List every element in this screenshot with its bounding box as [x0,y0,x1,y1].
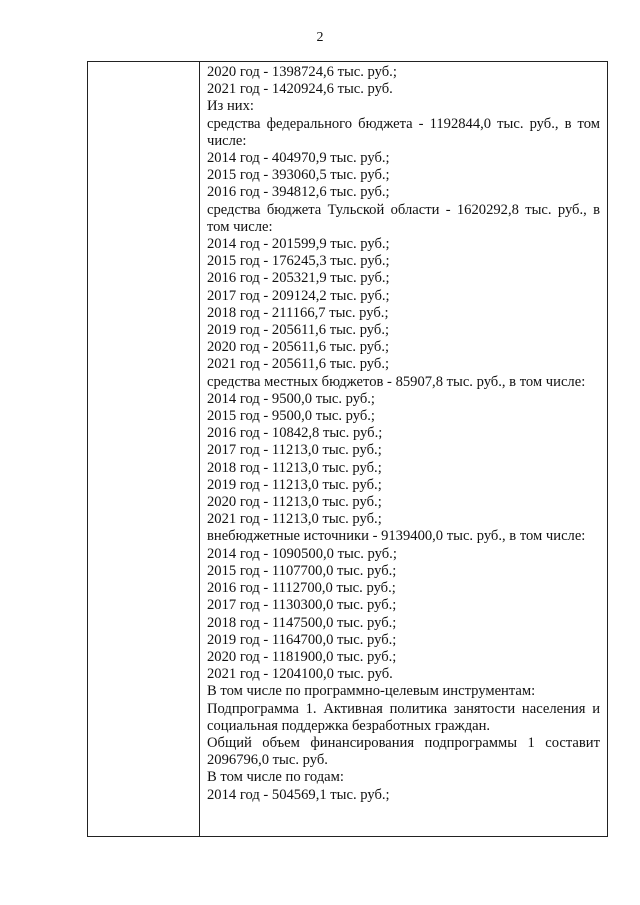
regional-year-line: 2018 год - 211166,7 тыс. руб.; [207,304,389,321]
program-year-line: 2014 год - 504569,1 тыс. руб.; [207,786,390,803]
program-intro: В том числе по программно-целевым инструментам: [207,683,536,700]
regional-year-line: 2014 год - 201599,9 тыс. руб.; [207,236,390,253]
extrabudget-year-line: 2018 год - 1147500,0 тыс. руб.; [207,614,397,631]
text-line: Из них: [207,98,254,115]
regional-year-line: 2021 год - 205611,6 тыс. руб.; [207,356,390,373]
local-year-line: 2017 год - 11213,0 тыс. руб.; [207,442,382,459]
regional-year-line: 2020 год - 205611,6 тыс. руб.; [207,339,390,356]
by-years-label: В том числе по годам: [207,769,344,786]
local-year-line: 2020 год - 11213,0 тыс. руб.; [207,494,382,511]
local-year-line: 2016 год - 10842,8 тыс. руб.; [207,425,383,442]
subprogram-total: Общий объем финансирования подпрограммы 1 составит 2096796,0 тыс. руб. [207,734,600,769]
regional-year-line: 2017 год - 209124,2 тыс. руб.; [207,287,390,304]
local-heading: средства местных бюджетов - 85907,8 тыс. руб., в том числе: [207,373,586,390]
federal-year-line: 2016 год - 394812,6 тыс. руб.; [207,184,390,201]
document-table [87,61,608,837]
table-left-cell [88,62,200,836]
federal-year-line: 2014 год - 404970,9 тыс. руб.; [207,150,390,167]
regional-year-line: 2019 год - 205611,6 тыс. руб.; [207,322,390,339]
table-right-cell [200,62,607,836]
local-year-line: 2019 год - 11213,0 тыс. руб.; [207,476,382,493]
regional-year-line: 2015 год - 176245,3 тыс. руб.; [207,253,390,270]
extrabudget-year-line: 2021 год - 1204100,0 тыс. руб. [207,666,393,683]
local-year-line: 2021 год - 11213,0 тыс. руб.; [207,511,382,528]
extrabudget-year-line: 2019 год - 1164700,0 тыс. руб.; [207,631,397,648]
page-number: 2 [316,30,324,45]
federal-heading: средства федерального бюджета - 1192844,0 тыс. руб., в том числе: [207,115,600,149]
extrabudget-year-line: 2016 год - 1112700,0 тыс. руб.; [207,580,396,597]
federal-year-line: 2015 год - 393060,5 тыс. руб.; [207,167,390,184]
subprogram-title: Подпрограмма 1. Активная политика занятости населения и социальная поддержка безработных граждан. [207,700,600,734]
local-year-line: 2014 год - 9500,0 тыс. руб.; [207,390,375,407]
extrabudget-year-line: 2017 год - 1130300,0 тыс. руб.; [207,597,397,614]
extrabudget-year-line: 2020 год - 1181900,0 тыс. руб.; [207,648,397,665]
local-year-line: 2015 год - 9500,0 тыс. руб.; [207,408,375,425]
extrabudget-year-line: 2014 год - 1090500,0 тыс. руб.; [207,545,397,562]
local-year-line: 2018 год - 11213,0 тыс. руб.; [207,459,382,476]
text-line: 2021 год - 1420924,6 тыс. руб. [207,81,393,98]
text-line: 2020 год - 1398724,6 тыс. руб.; [207,64,397,80]
extrabudget-year-line: 2015 год - 1107700,0 тыс. руб.; [207,562,397,579]
regional-heading: средства бюджета Тульской области - 1620292,8 тыс. руб., в том числе: [207,201,600,235]
extrabudget-heading: внебюджетные источники - 9139400,0 тыс. руб., в том числе: [207,528,586,545]
regional-year-line: 2016 год - 205321,9 тыс. руб.; [207,270,390,287]
